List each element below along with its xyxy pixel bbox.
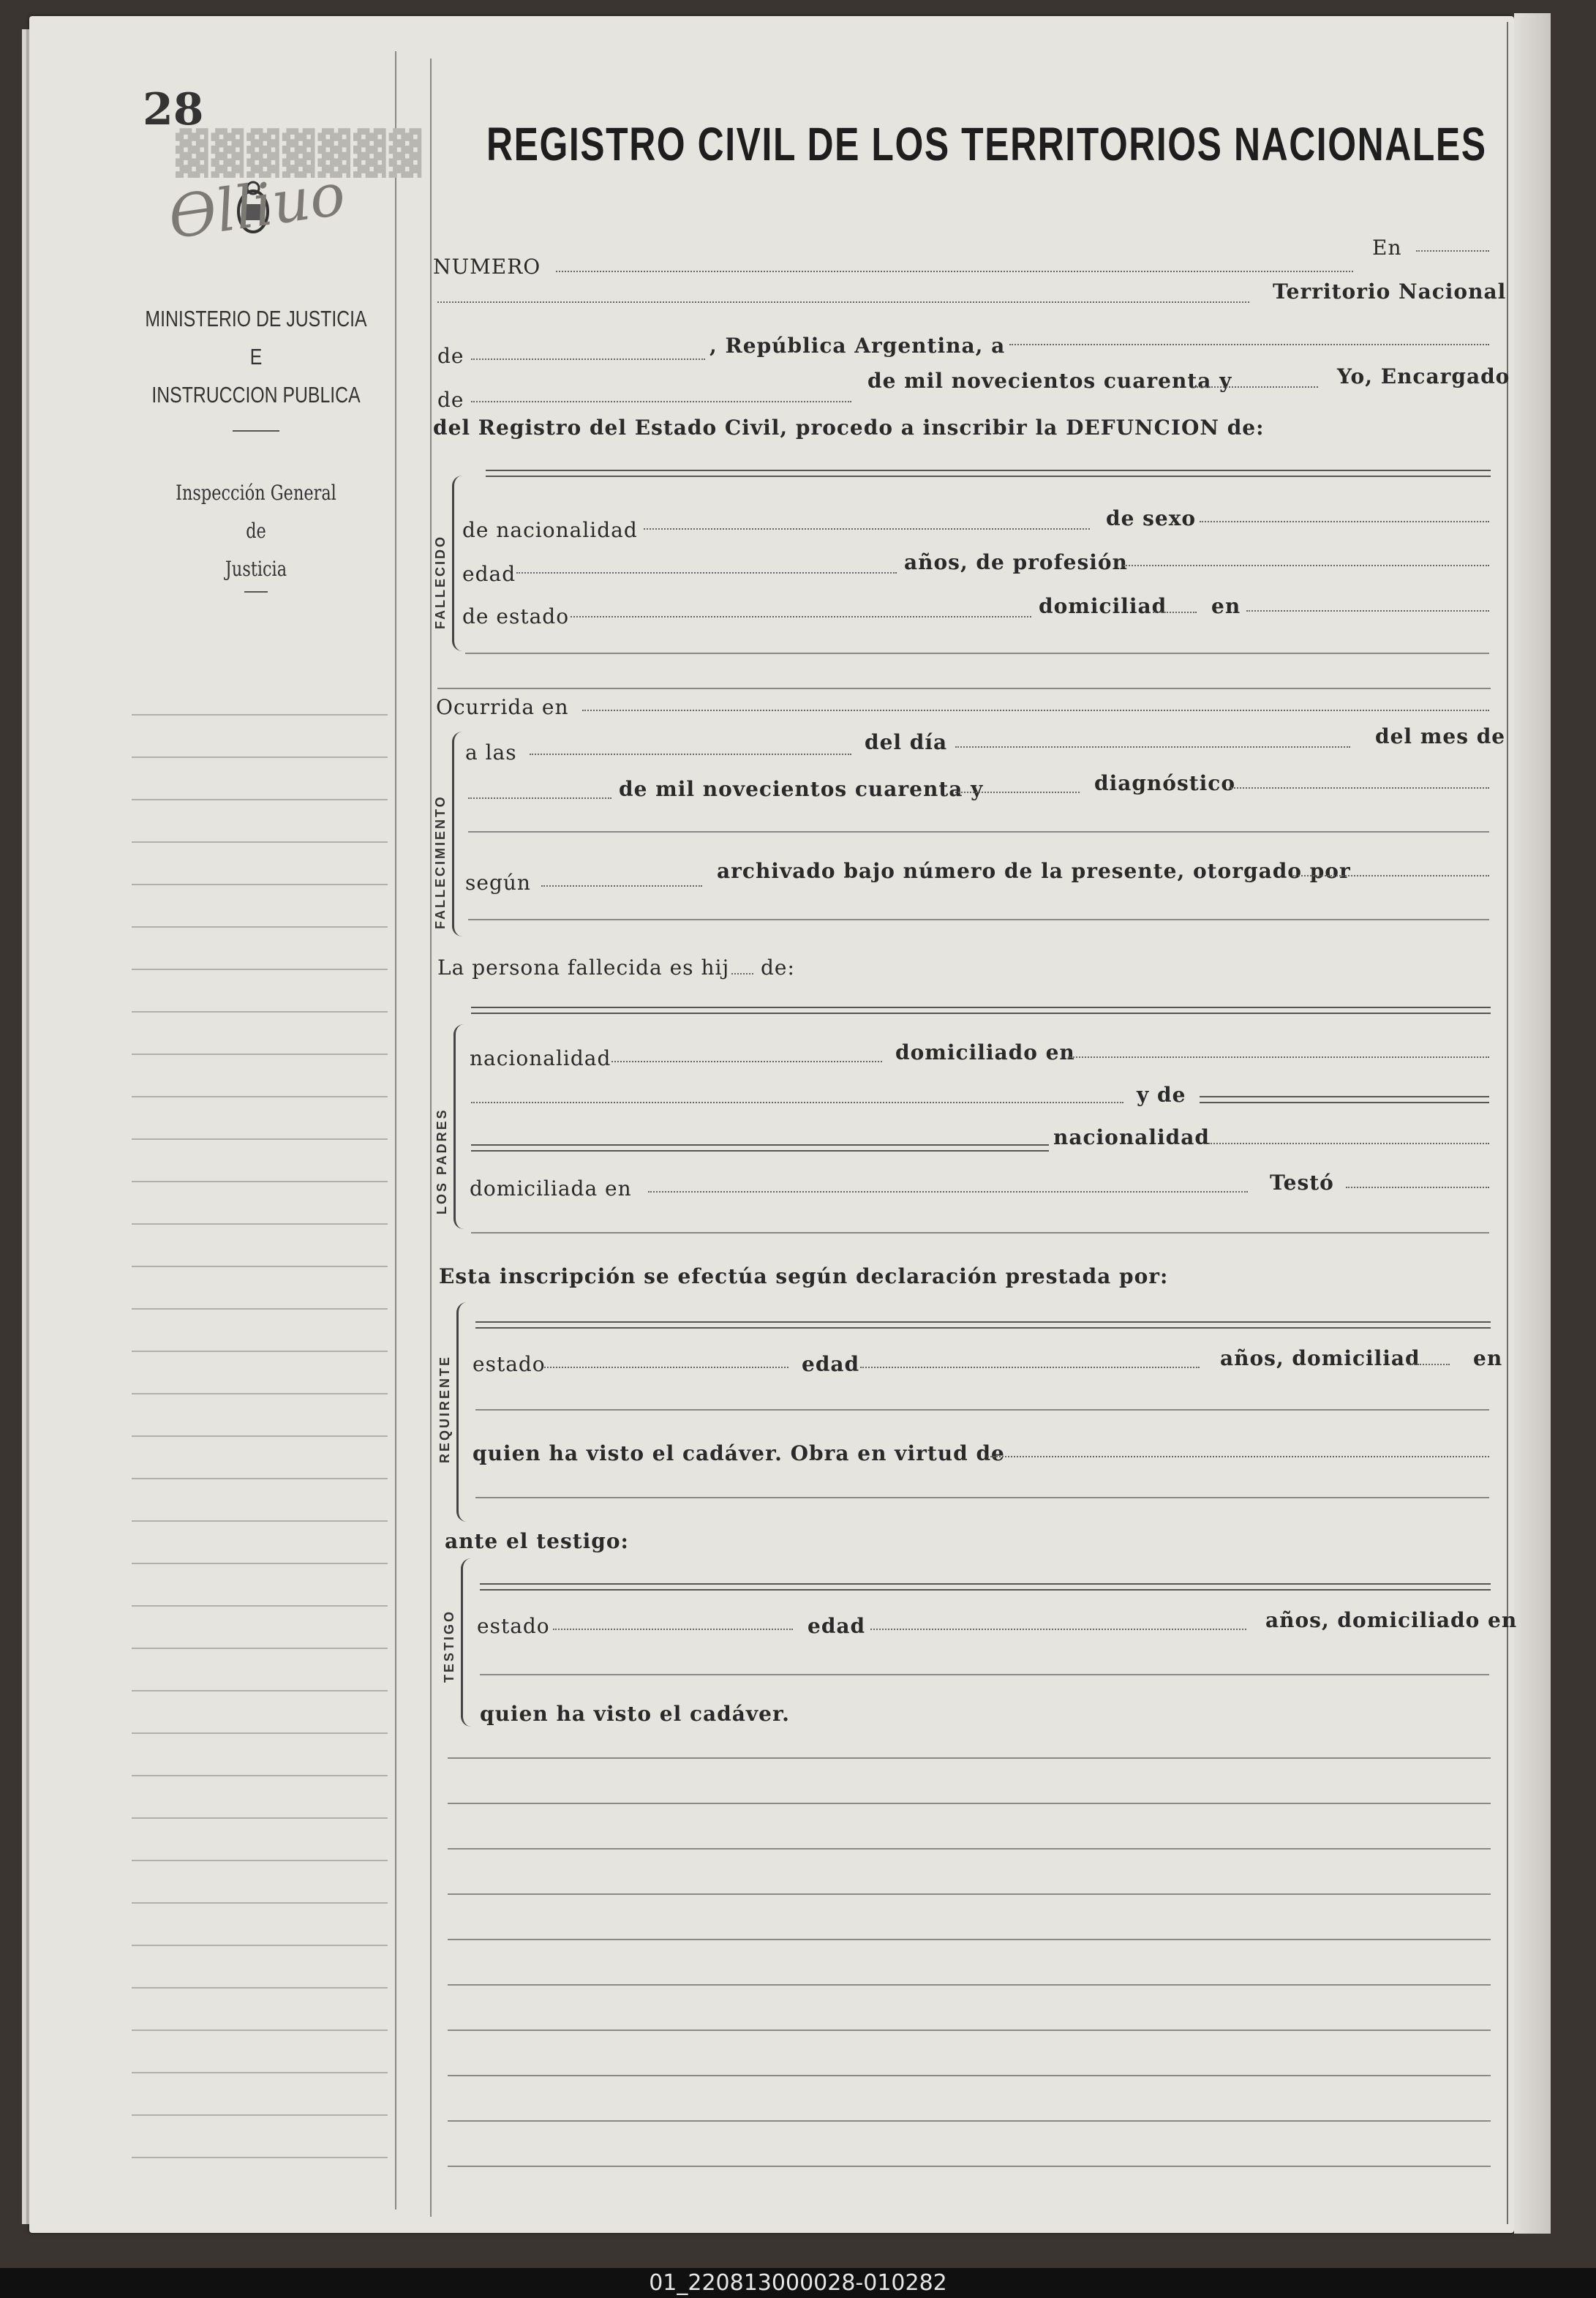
file-id-caption: 01_220813000028-010282 <box>649 2270 947 2296</box>
requirente-domicilio-field <box>475 1409 1489 1411</box>
en-label: En <box>1372 236 1402 260</box>
madre-nacionalidad-label: nacionalidad <box>1053 1125 1210 1149</box>
en-field <box>1416 250 1489 252</box>
handwritten-signature: Ѳlliuo <box>164 159 350 252</box>
testigo-name-field <box>480 1583 1491 1591</box>
padres-section-label: LOS PADRES <box>434 1108 449 1214</box>
testigo-domiciliado-label: años, domiciliado en <box>1265 1608 1518 1632</box>
margin-ruled-lines <box>132 673 388 2180</box>
inscripcion-label: Esta inscripción se efectúa según declaración prestada por: <box>439 1264 1169 1288</box>
fallecimiento-section-label: FALLECIMIENTO <box>433 795 448 929</box>
testigo-brace <box>461 1558 476 1727</box>
testigo-edad-label: edad <box>808 1614 866 1638</box>
fallecimiento-extra-line <box>468 919 1489 920</box>
testigo-section-label: TESTIGO <box>442 1609 456 1683</box>
domiciliad-suffix-field <box>1153 612 1197 613</box>
profesion-field <box>1123 565 1489 566</box>
madre-domicilio-field <box>648 1191 1248 1193</box>
y-de-label: y de <box>1137 1083 1186 1107</box>
otorgado-field <box>1293 875 1489 876</box>
edad-label: edad <box>462 562 516 586</box>
ministry-line-3: INSTRUCCION PUBLICA <box>151 382 361 408</box>
requirente-extra-line <box>475 1497 1489 1498</box>
ocurrida-field <box>582 710 1489 711</box>
fallecido-section-label: FALLECIDO <box>433 535 448 629</box>
form-title: REGISTRO CIVIL DE LOS TERRITORIOS NACIONALES <box>486 118 1487 170</box>
faded-stamp: ▓▓▓▓▓▓▓ <box>176 128 425 178</box>
domicilio-field <box>1246 610 1489 612</box>
diagnostico-label: diagnóstico <box>1094 771 1236 795</box>
en-label-fallecido: en <box>1211 594 1241 618</box>
month-field <box>471 401 851 402</box>
anio-field <box>955 792 1080 793</box>
diagnostico-line-2 <box>468 831 1489 833</box>
certificado-field <box>541 885 702 887</box>
testigo-domicilio-field <box>480 1674 1489 1675</box>
padre-nacionalidad-field <box>611 1061 882 1062</box>
padre-nacionalidad-label: nacionalidad <box>470 1046 611 1070</box>
de-field <box>471 358 705 360</box>
ocurrida-label: Ocurrida en <box>436 695 569 719</box>
padre-domicilio-field <box>1068 1056 1489 1058</box>
domiciliada-label: domiciliada en <box>470 1176 632 1201</box>
padres-brace <box>453 1024 469 1229</box>
sexo-label: de sexo <box>1106 506 1197 530</box>
ante-testigo-label: ante el testigo: <box>445 1529 629 1553</box>
requirente-en-label: en <box>1473 1346 1503 1370</box>
profesion-label: años, de profesión <box>904 550 1128 574</box>
place-field <box>437 301 1249 303</box>
persona-label: La persona fallecida es hij <box>437 955 730 980</box>
divider <box>233 430 279 432</box>
de-mil-label: de mil novecientos cuarenta y <box>867 369 1232 393</box>
estado-field <box>571 616 1031 617</box>
mes-field <box>468 797 611 799</box>
ministry-line-1: MINISTERIO DE JUSTICIA <box>145 306 367 331</box>
requirente-section-label: REQUIRENTE <box>437 1354 452 1463</box>
book-spine-edge <box>1514 13 1551 2234</box>
del-dia-label: del día <box>865 730 948 754</box>
requirente-edad-field <box>860 1367 1200 1368</box>
registro-line: del Registro del Estado Civil, procedo a inscribir la DEFUNCION de: <box>433 416 1265 440</box>
inspeccion-line-3: Justicia <box>225 557 287 581</box>
de-label-2: de <box>437 388 464 412</box>
territorio-label: Territorio Nacional <box>1273 279 1507 304</box>
madre-nacionalidad-field <box>1208 1143 1489 1144</box>
testigo-estado-field <box>553 1629 793 1630</box>
persona-de-label: de: <box>761 955 795 980</box>
numero-label: NUMERO <box>433 255 541 279</box>
del-mes-label: del mes de <box>1375 724 1506 748</box>
fallecido-name-field <box>486 470 1491 477</box>
inspeccion-line-1: Inspección General <box>176 481 336 505</box>
domiciliado-label: domiciliado en <box>895 1040 1075 1064</box>
ministry-header <box>145 300 367 448</box>
dia-field <box>955 746 1350 748</box>
de-label: de <box>437 344 464 368</box>
requirente-domiciliad-suffix <box>1409 1364 1450 1365</box>
notes-ruled-lines <box>448 1757 1491 2167</box>
archivado-label: archivado bajo número de la presente, otorgado por <box>717 859 1351 883</box>
page-number: 28 <box>143 84 204 135</box>
right-rule <box>1507 22 1508 2224</box>
hij-suffix-field <box>731 973 753 975</box>
domiciliad-label: domiciliad <box>1039 594 1167 618</box>
date-field <box>1009 344 1489 345</box>
testo-label: Testó <box>1270 1171 1334 1195</box>
republica-label: , República Argentina, a <box>709 334 1006 358</box>
requirente-domiciliad-label: años, domiciliad <box>1220 1346 1420 1370</box>
sexo-field <box>1200 521 1489 522</box>
ministry-line-2: E <box>249 344 263 369</box>
yo-encargado-label: Yo, Encargado <box>1337 364 1510 388</box>
margin-rule <box>395 51 396 2209</box>
inspeccion-line-2: de <box>246 519 266 543</box>
padres-extra-line <box>471 1232 1489 1234</box>
testigo-quien-label: quien ha visto el cadáver. <box>480 1702 790 1726</box>
madre-name-field <box>1200 1096 1489 1103</box>
requirente-estado-label: estado <box>473 1352 546 1376</box>
requirente-edad-label: edad <box>802 1352 860 1376</box>
nacionalidad-field <box>644 528 1090 530</box>
edad-field <box>516 572 897 574</box>
requirente-quien-label: quien ha visto el cadáver. Obra en virtud de <box>473 1441 1005 1465</box>
testigo-edad-field <box>870 1629 1246 1630</box>
mil-label: de mil novecientos cuarenta y <box>619 777 984 801</box>
margin-rule-2 <box>430 59 432 2217</box>
requirente-virtud-field <box>987 1456 1489 1457</box>
requirente-name-field <box>475 1321 1491 1329</box>
hora-field <box>530 754 851 755</box>
padre-name-field <box>471 1007 1491 1014</box>
diagnostico-field <box>1229 787 1489 789</box>
numero-field <box>556 271 1353 272</box>
testigo-estado-label: estado <box>477 1614 550 1638</box>
a-las-label: a las <box>465 740 517 765</box>
requirente-brace <box>456 1302 472 1522</box>
estado-label: de estado <box>462 604 570 628</box>
madre-name-line-2 <box>471 1144 1049 1152</box>
padre-domicilio-line-2 <box>471 1102 1123 1103</box>
divider <box>244 591 268 593</box>
requirente-estado-field <box>544 1367 788 1368</box>
testo-field <box>1346 1187 1489 1188</box>
year-field <box>1194 386 1318 388</box>
inspeccion-block <box>168 474 344 596</box>
ocurrida-top-line <box>437 688 1491 689</box>
fallecido-extra-line <box>465 653 1489 654</box>
nacionalidad-label: de nacionalidad <box>462 518 638 542</box>
segun-label: según <box>465 871 531 895</box>
